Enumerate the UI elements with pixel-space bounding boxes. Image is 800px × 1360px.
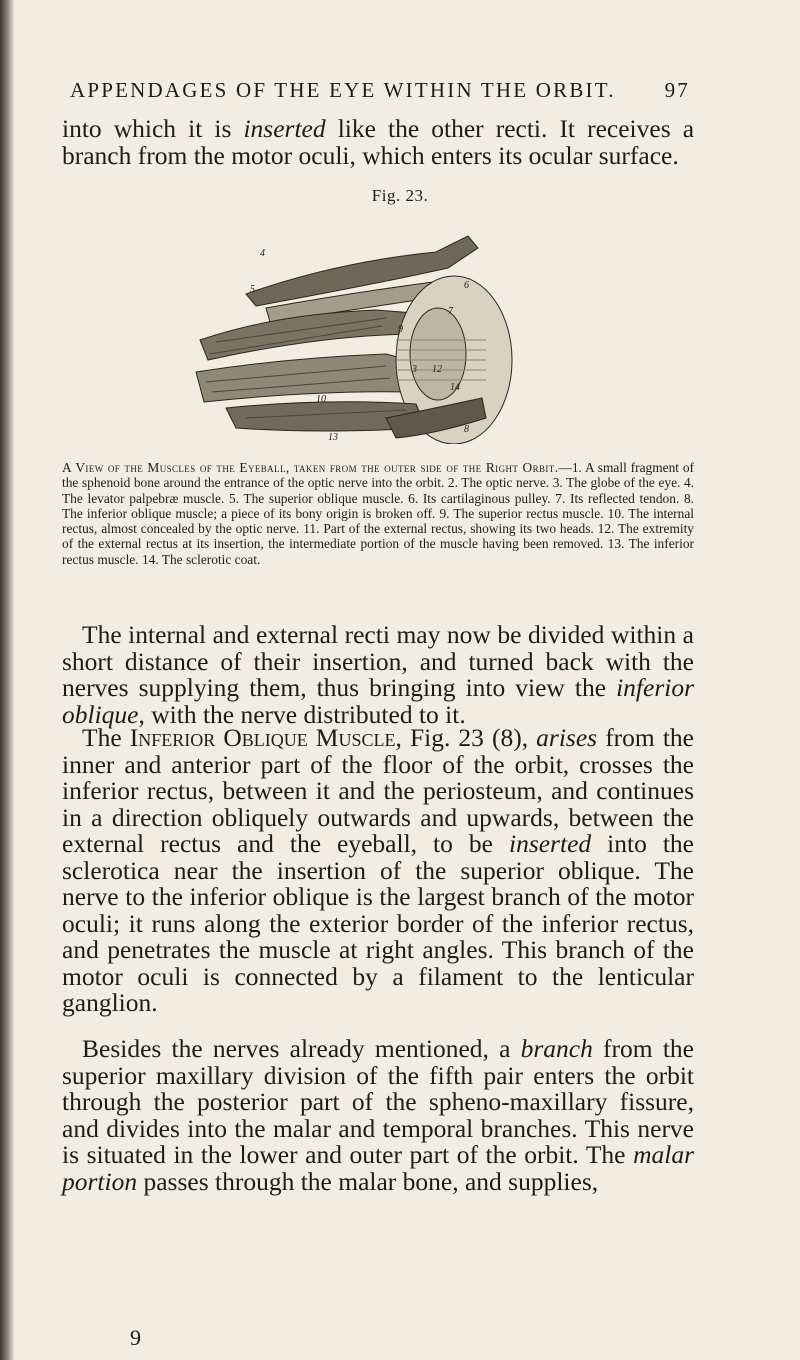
running-head-title: APPENDAGES OF THE EYE WITHIN THE ORBIT. [70, 78, 616, 102]
page-number: 97 [664, 78, 690, 102]
figure-label: Fig. 23. [371, 186, 429, 205]
fig-num-10: 10 [316, 394, 326, 405]
fig-num-9: 9 [398, 324, 403, 335]
para1-text-c: , with the nerve distributed to it. [138, 699, 466, 729]
para2-heading: Inferior Oblique Muscle [129, 723, 396, 752]
para2-emphasis-arises: arises [536, 723, 598, 752]
optic-nerve-shape [196, 354, 416, 402]
fig-num-3: 3 [412, 364, 417, 375]
paragraph-recti [62, 622, 694, 728]
fig-num-8: 8 [464, 424, 469, 435]
fig-num-14: 14 [450, 382, 460, 393]
para3-emphasis-branch: branch [520, 1034, 593, 1063]
para2-text-c: , Fig. 23 (8), [395, 723, 537, 752]
fig-num-12: 12 [432, 364, 442, 375]
fig-num-7: 7 [448, 306, 453, 317]
para3-text-a: Besides the nerves already mentioned, a [82, 1034, 521, 1063]
caption-lead: A View of the Muscles of the Eyeball, taken from the outer side of the Right Orbit. [62, 460, 559, 475]
caption-body: —1. A small fragment of the sphenoid bone around the entrance of the optic nerve into the orbit. 2. The optic nerve. 3. The globe of the eye. 4. The levator palpebræ muscle. 5. The superior oblique muscle. 6. Its cartilaginous pulley. 7. Its reflected tendon. 8. The inferior oblique muscle; a piece of its bony origin is broken off. 9. The superior rectus muscle. 10. The internal rectus, almost concealed by the optic nerve. 11. Part of the external rectus, showing its two heads. 12. The extremity of the external rectus at its insertion, the intermediate portion of the muscle having been removed. 13. The inferior rectus muscle. 14. The sclerotic coat. [62, 460, 695, 567]
fig-num-6: 6 [464, 280, 469, 291]
figure-caption [62, 460, 694, 567]
para1-emphasis: inferior oblique [62, 673, 694, 729]
para2-text-e: from the inner and anterior part of the floor of the orbit, crosses the inferior rectus, between it and the periosteum, and continues in a direction obliquely outwards and upwards, between the external rectus and the eyeball, to be [62, 723, 694, 858]
para3-text-e: passes through the malar bone, and supplies, [137, 1166, 599, 1196]
para3-emphasis-malar: malar portion [62, 1140, 694, 1196]
eye-muscles-illustration [186, 222, 516, 444]
para3-text-c: from the superior maxillary division of the fifth pair enters the orbit through the posterior part of the spheno-maxillary fissure, and divides into the malar and temporal branches. This nerve is situated in the lower and outer part of the orbit. The [62, 1034, 694, 1169]
signature-mark: 9 [130, 1325, 141, 1350]
para2-text-a: The [82, 723, 130, 752]
fig-num-13: 13 [328, 432, 338, 443]
intro-emphasis: inserted [243, 114, 326, 143]
intro-text-c: like the other recti. It receives a branch from the motor oculi, which enters its ocular surface. [62, 114, 695, 170]
fig-num-4: 4 [260, 248, 265, 259]
para2-emphasis-inserted: inserted [508, 829, 592, 858]
superior-rectus-shape [200, 310, 426, 360]
intro-paragraph [62, 116, 694, 169]
para1-text-a: The internal and external recti may now be divided within a short distance of their insertion, and turned back with the nerves supplying them, thus bringing into view the [62, 620, 694, 702]
running-head [70, 78, 690, 103]
paragraph-maxillary-branch [62, 1036, 694, 1195]
fig-num-5: 5 [250, 284, 255, 295]
intro-text-a: into which it is [62, 114, 244, 143]
para2-text-g: into the sclerotica near the insertion of the superior oblique. The nerve to the inferior oblique is the largest branch of the motor oculi; it runs along the exterior border of the inferior rectus, and penetrates the muscle at right angles. This branch of the motor oculi is connected by a filament to the lenticular ganglion. [62, 829, 694, 1017]
paragraph-inferior-oblique [62, 725, 694, 1017]
